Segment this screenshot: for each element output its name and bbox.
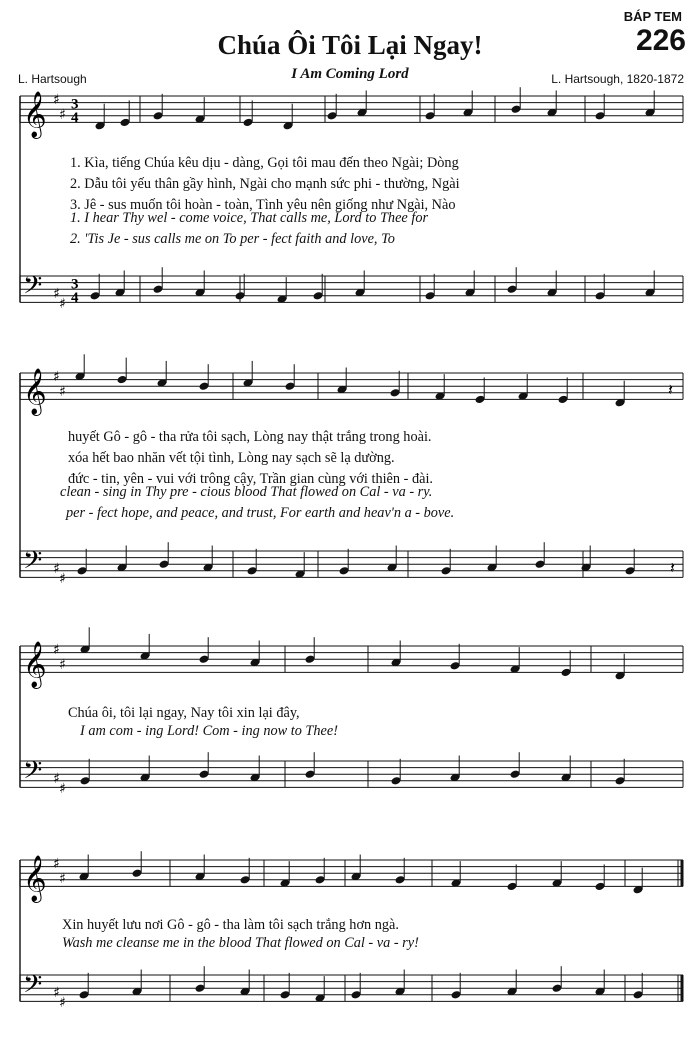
refrain-vi: Chúa ôi, tôi lại ngay, Nay tôi xin lại đây, [68, 705, 300, 721]
hymn-number: 226 [635, 24, 686, 57]
ending-en: Wash me cleanse me in the blood That flowed on Cal - va - ry! [62, 935, 419, 951]
sharp-sign: ♯ [53, 369, 60, 385]
sharp-sign: ♯ [59, 656, 66, 673]
treble-clef: 𝄞 [23, 91, 47, 138]
bass-clef: 𝄢 [23, 270, 43, 306]
verse-1-en: 1. I hear Thy wel - come voice, That calls me, Lord to Thee for [70, 210, 429, 226]
sharp-sign: ♯ [59, 383, 66, 400]
quarter-rest: 𝄽 [670, 558, 675, 577]
verse-2-en: per - fect hope, and peace, and trust, For earth and heav'n a - bove. [66, 505, 455, 521]
sharp-sign: ♯ [59, 571, 66, 587]
verse-3-vi: 3. Jê - sus muốn tôi hoàn - toàn, Tình yêu nên giống như Ngài, Nào [70, 197, 456, 213]
bass-clef: 𝄢 [23, 969, 43, 1005]
verse-2-vi: 2. Dẫu tôi yếu thân gầy hình, Ngài cho mạnh sức phi - thường, Ngài [70, 176, 460, 192]
sharp-sign: ♯ [59, 106, 66, 123]
verse-1-vi: huyết Gô - gô - tha rửa tôi sạch, Lòng nay thật trắng trong hoài. [68, 429, 432, 445]
verse-2-vi: xóa hết bao nhăn vết tội tình, Lòng nay sạch sẽ lạ dường. [68, 450, 395, 466]
time-signature: 4 [71, 109, 79, 126]
sharp-sign: ♯ [53, 642, 60, 658]
time-signature: 3 [71, 276, 79, 293]
composer-credit: L. Hartsough, 1820-1872 [551, 72, 684, 86]
refrain-en: I am com - ing Lord! Com - ing now to Thee! [80, 723, 338, 739]
time-signature: 4 [71, 289, 79, 306]
sharp-sign: ♯ [59, 995, 66, 1011]
time-signature: 3 [71, 96, 79, 113]
verse-1-en: clean - sing in Thy pre - cious blood That flowed on Cal - va - ry. [60, 484, 433, 500]
sharp-sign: ♯ [53, 285, 60, 302]
section-label: BÁP TEM [623, 9, 682, 24]
verse-3-vi: đức - tin, yên - vui với trông cậy, Trần gian cùng với thiên - đài. [68, 471, 434, 487]
lyricist-credit: L. Hartsough [18, 72, 87, 86]
treble-clef: 𝄞 [23, 368, 47, 415]
ending-vi: Xin huyết lưu nơi Gô - gô - tha làm tôi sạch trắng hơn ngà. [62, 917, 399, 933]
verse-1-vi: 1. Kìa, tiếng Chúa kêu dịu - dàng, Gọi tôi mau đến theo Ngài; Dòng [70, 155, 459, 171]
treble-clef: 𝄞 [23, 855, 47, 902]
sharp-sign: ♯ [59, 870, 66, 887]
bass-clef: 𝄢 [23, 545, 43, 581]
english-title: I Am Coming Lord [291, 66, 409, 82]
verse-2-en: 2. 'Tis Je - sus calls me on To per - fect faith and love, To [70, 231, 395, 247]
sharp-sign: ♯ [59, 781, 66, 797]
quarter-rest: 𝄽 [668, 380, 673, 399]
bass-clef: 𝄢 [23, 755, 43, 791]
sharp-sign: ♯ [53, 560, 60, 577]
sharp-sign: ♯ [53, 856, 60, 872]
hymn-title: Chúa Ôi Tôi Lại Ngay! [217, 30, 483, 60]
sharp-sign: ♯ [53, 92, 60, 108]
sharp-sign: ♯ [53, 770, 60, 787]
sharp-sign: ♯ [53, 984, 60, 1001]
treble-clef: 𝄞 [23, 641, 47, 688]
sharp-sign: ♯ [59, 296, 66, 312]
